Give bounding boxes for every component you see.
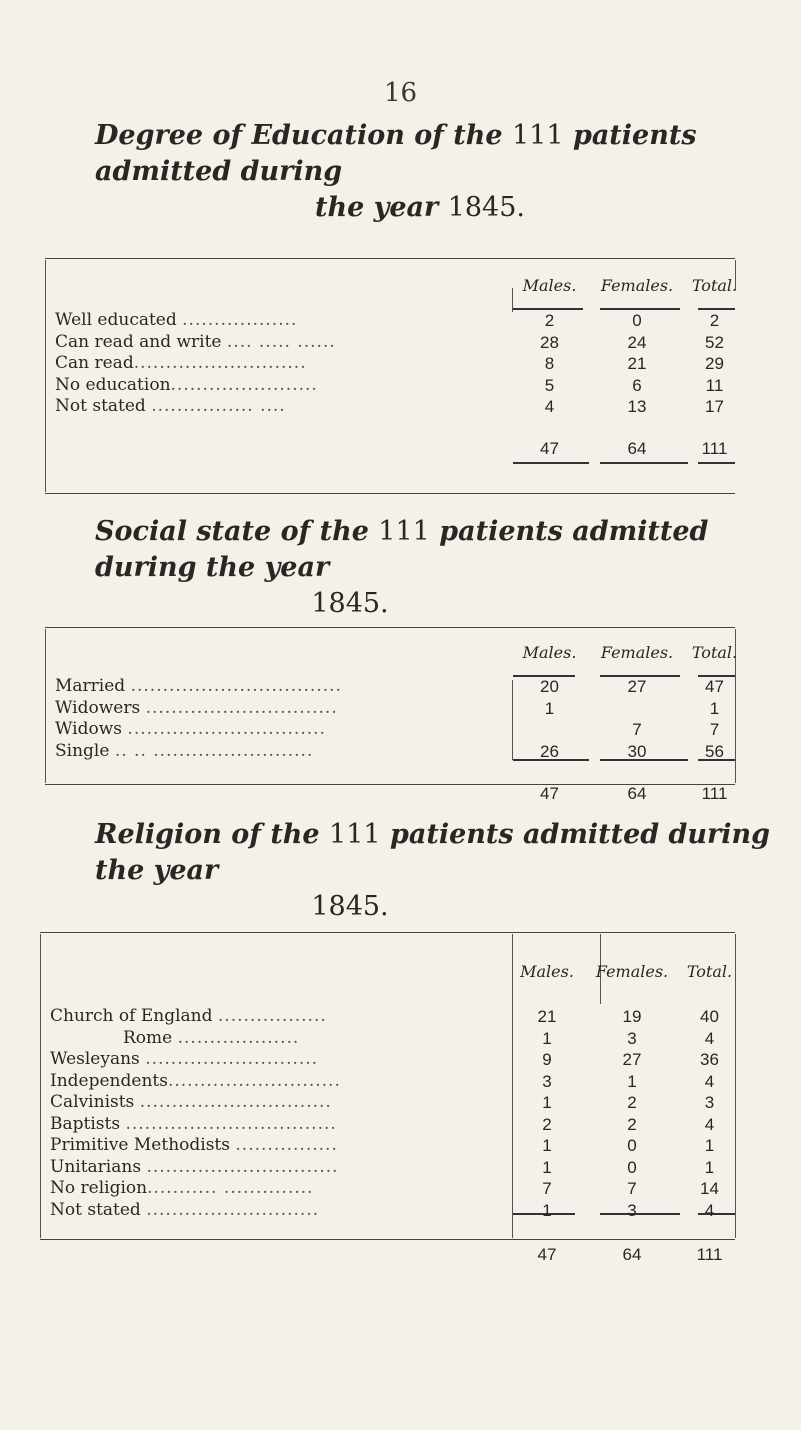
total-females: 64 <box>627 783 647 803</box>
total-males: 47 <box>540 439 559 458</box>
table-cell <box>512 719 587 741</box>
header-total: Total. <box>691 642 738 662</box>
table-row: Widows ............................... <box>55 719 326 739</box>
table-cell: 2 <box>627 1114 637 1134</box>
header-females: Females. <box>600 642 674 662</box>
education-table <box>52 260 742 460</box>
table-row: Can read........................... <box>55 353 307 373</box>
education-heading: Degree of Education of the 111 patients admitted during the year 1845. <box>95 120 697 223</box>
total-males: 47 <box>540 783 559 803</box>
table-cell: 3 <box>704 1093 715 1112</box>
table-row: Church of England ................. <box>50 1006 327 1026</box>
table-cell: 13 <box>627 397 647 416</box>
table-cell: 8 <box>544 354 555 373</box>
table-cell: 4 <box>544 397 555 416</box>
table-cell: 36 <box>700 1050 719 1069</box>
header-females: Females. <box>600 275 674 295</box>
table-cell: 21 <box>537 1007 557 1026</box>
table-cell: 1 <box>704 1157 715 1177</box>
table-row: Independents........................... <box>50 1070 341 1091</box>
table-cell: 27 <box>622 1050 642 1069</box>
table-cell: 28 <box>540 332 559 352</box>
table-row: No religion........... .............. <box>50 1178 314 1198</box>
header-total: Total. <box>691 275 738 295</box>
table-cell: 1 <box>704 1136 715 1155</box>
table-cell: 0 <box>632 311 642 330</box>
table-cell: 40 <box>700 1007 719 1026</box>
total-females: 64 <box>627 439 647 458</box>
table-cell: 4 <box>704 1071 715 1091</box>
social-state-table <box>52 628 742 804</box>
table-cell: 2 <box>542 1114 552 1134</box>
table-cell: 7 <box>709 720 720 739</box>
table-row: Married ................................. <box>55 676 342 696</box>
table-cell: 4 <box>704 1028 715 1048</box>
table-cell: 24 <box>627 332 647 352</box>
total-females: 64 <box>622 1244 642 1264</box>
table-cell: 1 <box>542 1093 552 1112</box>
table-cell: 7 <box>632 720 642 739</box>
header-males: Males. <box>522 275 577 295</box>
table-row: Not stated ........................... <box>50 1199 320 1220</box>
table-row: Calvinists .............................. <box>50 1092 332 1112</box>
table-cell: 47 <box>705 677 724 696</box>
table-cell: 0 <box>627 1136 637 1155</box>
table-cell: 5 <box>544 375 555 395</box>
table-cell: 1 <box>544 698 555 718</box>
table-cell: 1 <box>627 1071 637 1091</box>
table-cell: 7 <box>542 1179 552 1198</box>
table-cell: 2 <box>709 311 720 330</box>
table-cell: 0 <box>627 1157 637 1177</box>
table-cell: 1 <box>542 1136 552 1155</box>
table-cell: 52 <box>705 332 724 352</box>
table-cell: 3 <box>627 1200 637 1220</box>
total-total: 111 <box>696 1244 723 1264</box>
table-row: Unitarians .............................. <box>50 1156 339 1177</box>
table-cell: 11 <box>705 375 724 395</box>
table-cell: 21 <box>627 354 647 373</box>
table-cell: 56 <box>705 741 724 761</box>
social-state-heading: Social state of the 111 patients admitted during the year 1845. <box>95 516 709 619</box>
table-cell: 30 <box>627 741 647 761</box>
header-females: Females. <box>595 961 669 981</box>
header-males: Males. <box>522 642 577 662</box>
table-cell: 19 <box>622 1007 642 1026</box>
table-cell: 20 <box>540 677 559 696</box>
religion-table <box>47 936 737 1265</box>
table-cell: 6 <box>632 375 642 395</box>
table-row: Primitive Methodists ................ <box>50 1135 338 1155</box>
header-total: Total. <box>686 961 733 981</box>
table-row: No education....................... <box>55 374 318 395</box>
table-cell: 17 <box>705 397 724 416</box>
table-row: Can read and write .... ..... ...... <box>55 331 336 352</box>
table-row: Not stated ................ .... <box>55 396 286 416</box>
table-cell <box>587 698 687 720</box>
table-row: Widowers .............................. <box>55 697 338 718</box>
table-row: Single .. .. ......................... <box>55 740 314 761</box>
table-row: Baptists ................................. <box>50 1113 337 1134</box>
table-cell: 29 <box>705 354 724 373</box>
header-males: Males. <box>520 961 574 981</box>
table-cell: 27 <box>627 677 647 696</box>
table-cell: 2 <box>544 311 555 330</box>
table-row: Well educated .................. <box>55 310 298 330</box>
table-cell: 4 <box>704 1200 715 1220</box>
religion-heading: Religion of the 111 patients admitted during the year 1845. <box>95 819 771 922</box>
table-cell: 7 <box>627 1179 637 1198</box>
table-cell: 4 <box>704 1114 715 1134</box>
total-males: 47 <box>537 1244 557 1264</box>
table-cell: 9 <box>542 1050 552 1069</box>
table-cell: 2 <box>627 1093 637 1112</box>
table-cell: 3 <box>627 1028 637 1048</box>
table-cell: 1 <box>542 1028 552 1048</box>
table-row: Wesleyans ........................... <box>50 1049 319 1069</box>
page-number: 16 <box>383 78 418 108</box>
table-cell: 14 <box>700 1179 719 1198</box>
table-cell: 26 <box>540 741 559 761</box>
table-cell: 1 <box>709 698 720 718</box>
table-cell: 1 <box>542 1157 552 1177</box>
total-total: 111 <box>701 439 728 458</box>
table-row: Rome ................... <box>123 1027 300 1048</box>
table-cell: 1 <box>542 1200 552 1220</box>
table-cell: 3 <box>542 1071 552 1091</box>
total-total: 111 <box>701 783 728 803</box>
